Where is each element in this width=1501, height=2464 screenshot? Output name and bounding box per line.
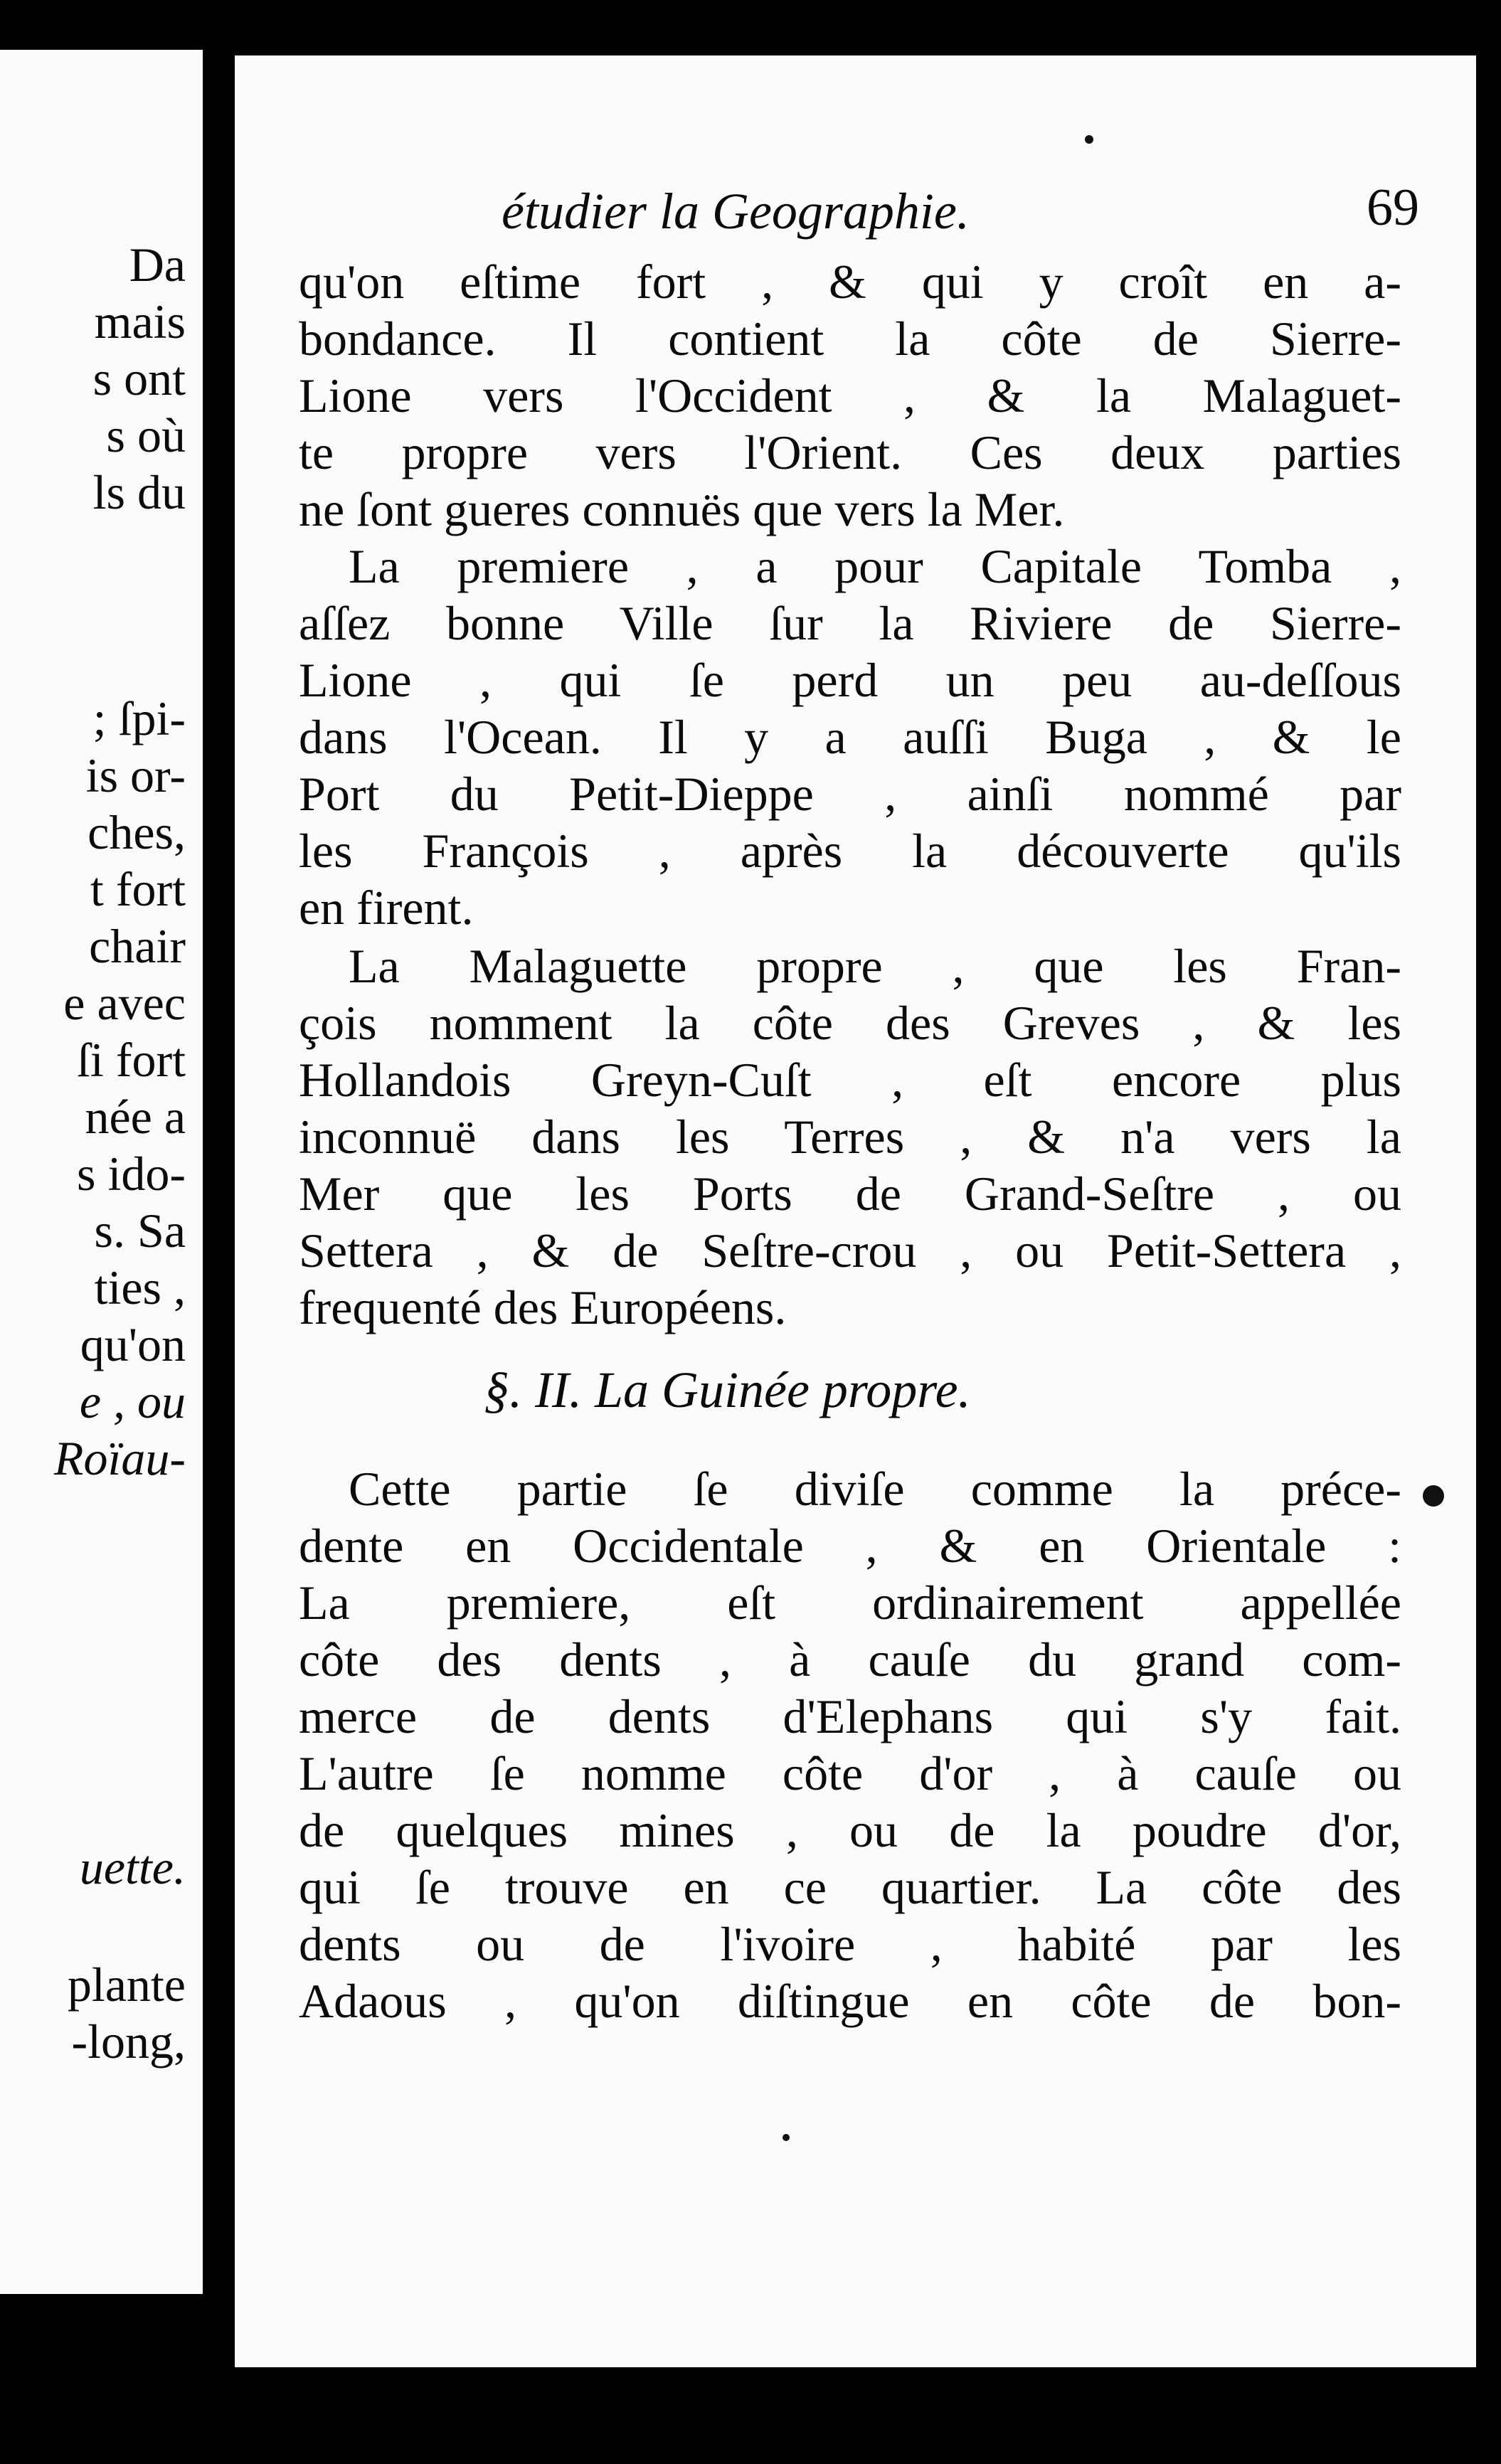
facing-line: Roïau- [53,1431,186,1485]
text-line: te propre vers l'Orient. Ces deux parties [299,425,1401,479]
facing-line: mais [94,294,186,349]
facing-line: ſi fort [77,1033,186,1087]
facing-line: plante [67,1958,186,2012]
text-line: côte des dents , à cauſe du grand com- [299,1632,1401,1687]
text-line: inconnuë dans les Terres , & n'a vers la [299,1110,1401,1164]
text-line: bondance. Il contient la côte de Sierre- [299,312,1401,366]
text-line: Settera , & de Seſtre-crou , ou Petit-Settera , [299,1223,1401,1278]
book-gutter [203,0,235,2464]
book-page [235,55,1476,2367]
facing-line: e avec [63,976,186,1030]
facing-line: uette. [79,1840,186,1894]
facing-line: t fort [90,862,186,916]
facing-line: ches, [87,805,186,859]
text-line: dents ou de l'ivoire , habité par les [299,1917,1401,1971]
text-line: çois nomment la côte des Greves , & les [299,996,1401,1050]
text-line: Hollandois Greyn-Cuſt , eſt encore plus [299,1053,1401,1107]
text-line: La premiere, eſt ordinairement appellée [299,1576,1401,1630]
facing-line: is or- [85,748,186,802]
text-line: qui ſe trouve en ce quartier. La côte des [299,1860,1401,1914]
text-line: La Malaguette propre , que les Fran- [349,939,1401,993]
facing-line: ties , [94,1260,186,1315]
text-line: de quelques mines , ou de la poudre d'or, [299,1803,1401,1857]
text-line: Port du Petit-Dieppe , ainſi nommé par [299,767,1401,821]
text-line: Lione vers l'Occident , & la Malaguet- [299,368,1401,423]
facing-line: qu'on [80,1317,186,1371]
facing-line: s ido- [77,1147,186,1201]
text-line: les François , après la découverte qu'ils [299,824,1401,878]
text-line: en firent. [299,881,474,935]
facing-line: e , ou [79,1374,186,1428]
text-line: frequenté des Européens. [299,1280,787,1334]
text-line: Lione , qui ſe perd un peu au-deſſous [299,653,1401,707]
text-line: Mer que les Ports de Grand-Seſtre , ou [299,1167,1401,1221]
ink-speck [1423,1485,1444,1507]
text-line: L'autre ſe nomme côte d'or , à cauſe ou [299,1746,1401,1800]
text-line: merce de dents d'Elephans qui s'y fait. [299,1689,1401,1743]
facing-line: ; ſpi- [92,691,186,745]
ink-speck [1085,135,1093,144]
facing-line: chair [89,919,186,973]
text-line: dente en Occidentale , & en Orientale : [299,1519,1401,1573]
facing-line: s ont [92,351,186,405]
facing-line: s. Sa [94,1204,186,1258]
facing-line: -long, [71,2014,186,2069]
page-number: 69 [1367,179,1419,237]
text-line: Cette partie ſe diviſe comme la préce- [349,1462,1401,1516]
text-line: La premiere , a pour Capitale Tomba , [349,539,1401,593]
facing-line: née a [85,1090,186,1144]
text-line: aſſez bonne Ville ſur la Riviere de Sierre- [299,596,1401,650]
text-line: ne ſont gueres connuës que vers la Mer. [299,482,1065,536]
text-line: dans l'Ocean. Il y a auſſi Buga , & le [299,710,1401,764]
facing-line: Da [129,238,186,292]
ink-speck [783,2134,790,2141]
running-title: étudier la Geographie. [502,183,970,240]
facing-line: s où [106,408,186,462]
facing-line: ls du [92,465,186,519]
section-heading: §. II. La Guinée propre. [484,1361,971,1418]
facing-page-fragment [0,50,203,2294]
text-line: Adaous , qu'on diſtingue en côte de bon- [299,1974,1401,2028]
text-line: qu'on eſtime fort , & qui y croît en a- [299,255,1401,309]
